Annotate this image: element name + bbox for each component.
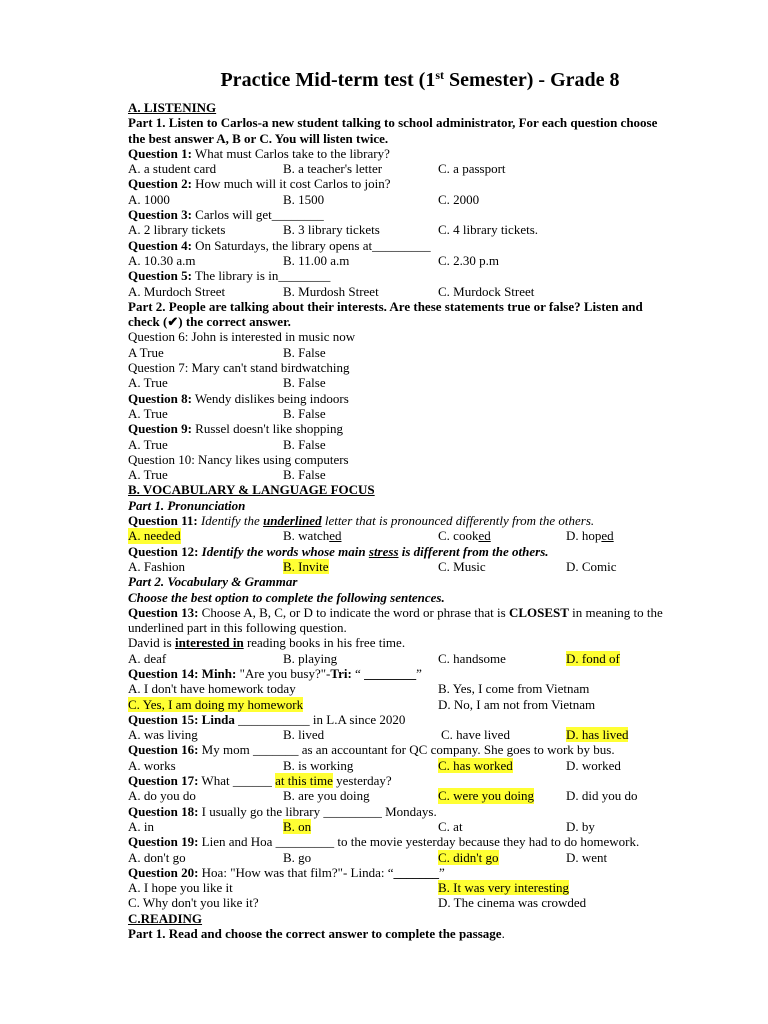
question-text: Hoa: "How was that film?"- Linda: “ [198, 864, 394, 880]
option-c: C. 4 library tickets. [438, 222, 539, 238]
question-18-options [128, 819, 728, 834]
option-c: C. Music [438, 558, 486, 574]
option-c-stem: C. cook [438, 528, 479, 544]
highlighted-phrase: at this time [275, 773, 333, 789]
question-text-end: in meaning to the [568, 604, 663, 620]
option-a: A. Murdoch Street [128, 283, 226, 299]
question-7: Question 7: Mary can't stand birdwatching [128, 360, 350, 376]
vocabulary-grammar-heading: Part 2. Vocabulary & Grammar [128, 574, 298, 590]
question-20 [128, 865, 728, 880]
question-label: Question 12: [128, 543, 199, 559]
question-text: What ______ [198, 773, 276, 789]
question-12-options [128, 559, 728, 574]
option-b: B. 3 library tickets [283, 222, 380, 238]
sentence-underlined: interested in [174, 635, 244, 651]
option-b: B. Invite [283, 558, 329, 574]
option-d-stem: D. hop [566, 528, 602, 544]
question-text: On Saturdays, the library opens at_________ [191, 237, 431, 253]
option-b [283, 528, 342, 543]
question-label: Question 13: [128, 604, 199, 620]
option-c [438, 528, 491, 543]
option-c: C. has worked [438, 757, 513, 773]
question-4 [128, 238, 728, 253]
question-text-end: yesterday? [332, 773, 392, 789]
question-7-options [128, 375, 728, 390]
option-a-suffix: ed [168, 528, 181, 544]
question-14-options-1 [128, 681, 728, 696]
option-a: A. True [128, 405, 168, 421]
question-label: Question 19: [128, 834, 199, 850]
option-b: B. Yes, I come from Vietnam [438, 681, 590, 697]
question-5 [128, 268, 728, 283]
part1-instructions-cont: the best answer A, B or C. You will listen twice. [128, 130, 389, 146]
option-d: D. fond of [566, 650, 620, 666]
question-text: ___________ in L.A since 2020 [234, 711, 406, 727]
question-17-options [128, 788, 728, 803]
option-b: B. 11.00 a.m [283, 252, 350, 268]
option-a: A. I hope you like it [128, 880, 233, 896]
instruction-text-end: ) the correct answer. [178, 314, 291, 330]
quote-close: ” [439, 864, 445, 880]
option-a: A. deaf [128, 650, 167, 666]
question-3-options [128, 222, 728, 237]
quote-open: “ [351, 665, 365, 681]
option-b: B. False [283, 375, 326, 391]
option-a: A. don't go [128, 849, 186, 865]
question-5-options [128, 284, 728, 299]
option-b: B. lived [283, 727, 325, 743]
section-listening-heading: A. LISTENING [128, 100, 217, 115]
option-c: C. Why don't you like it? [128, 895, 259, 911]
option-b: B. are you doing [283, 788, 370, 804]
title-text-end: Semester) - Grade 8 [444, 69, 620, 91]
question-text: Identify the words whose main [198, 543, 369, 559]
part2-instructions-cont [128, 314, 728, 329]
part1-instructions: Part 1. Listen to Carlos-a new student talking to school administrator, For each question choose [128, 115, 658, 131]
option-a: A. True [128, 467, 168, 483]
pronunciation-heading: Part 1. Pronunciation [128, 497, 246, 513]
question-text: What must Carlos take to the library? [191, 145, 390, 161]
question-label: Question 2: [128, 176, 192, 192]
question-2-options [128, 192, 728, 207]
page-title [120, 68, 720, 92]
instruction-text: check ( [128, 314, 168, 330]
question-2 [128, 176, 728, 191]
option-a: A. True [128, 436, 168, 452]
option-a: A. works [128, 757, 176, 773]
option-a: A. Fashion [128, 558, 186, 574]
section-reading-heading: C.READING [128, 910, 203, 926]
option-a: A. was living [128, 727, 198, 743]
question-15 [128, 712, 728, 727]
option-d [566, 528, 614, 543]
option-d: D. did you do [566, 788, 638, 804]
option-a: A. a student card [128, 161, 217, 177]
question-label: Question 11: [128, 513, 198, 529]
question-1 [128, 146, 728, 161]
option-d: D. The cinema was crowded [438, 895, 587, 911]
checkmark-icon: ✔ [167, 314, 179, 330]
question-10: Question 10: Nancy likes using computers [128, 451, 349, 467]
option-a-stem: A. need [128, 528, 169, 544]
question-1-options [128, 161, 728, 176]
option-d: D. has lived [566, 727, 629, 743]
option-c: C. were you doing [438, 788, 535, 804]
option-c: C. didn't go [438, 849, 499, 865]
option-d: D. by [566, 818, 595, 834]
question-13 [128, 605, 728, 620]
question-label: Question 3: [128, 207, 192, 223]
question-label: Question 1: [128, 145, 192, 161]
question-11 [128, 513, 728, 528]
question-15-options [128, 727, 728, 742]
reading-part1-instructions [128, 926, 728, 941]
option-d: D. worked [566, 757, 621, 773]
option-b: B. Murdosh Street [283, 283, 379, 299]
choose-instructions: Choose the best option to complete the following sentences. [128, 589, 445, 605]
question-6: Question 6: John is interested in music now [128, 329, 356, 345]
sentence-start: David is [128, 635, 175, 651]
option-c: C. at [438, 818, 463, 834]
question-text: "Are you busy?"- [236, 665, 331, 681]
option-c: C. 2.30 p.m [438, 252, 500, 268]
title-superscript: st [435, 68, 445, 82]
question-text: Choose A, B, C, or D to indicate the word or phrase that is [198, 604, 509, 620]
question-6-options [128, 345, 728, 360]
question-14-options-2 [128, 697, 728, 712]
question-3 [128, 207, 728, 222]
option-a: A True [128, 344, 164, 360]
option-a: A. 10.30 a.m [128, 252, 196, 268]
question-8-options [128, 406, 728, 421]
question-13-cont: underlined part in this following question. [128, 620, 347, 636]
answer-blank: _______ [393, 864, 440, 880]
option-a: A. do you do [128, 788, 196, 804]
question-text-end: is different from the others. [398, 543, 549, 559]
question-label: Question 14: Minh: [128, 665, 237, 681]
question-4-options [128, 253, 728, 268]
test-page [128, 68, 728, 941]
question-9 [128, 421, 728, 436]
instruction-period: . [501, 926, 505, 942]
question-text: Carlos will get________ [191, 207, 324, 223]
quote-close: ” [416, 665, 422, 681]
question-16-options [128, 758, 728, 773]
question-label: Question 18: [128, 803, 199, 819]
option-b: B. False [283, 436, 326, 452]
question-text: Wendy dislikes being indoors [191, 390, 349, 406]
question-text: The library is in________ [191, 268, 331, 284]
question-label: Question 9: [128, 421, 192, 437]
question-text: How much will it cost Carlos to join? [191, 176, 391, 192]
option-c-suffix: ed [478, 528, 491, 544]
question-19-options [128, 850, 728, 865]
option-a [128, 528, 181, 543]
question-9-options [128, 437, 728, 452]
speaker-name: Tri: [330, 665, 352, 681]
question-label: Question 4: [128, 237, 192, 253]
question-18 [128, 804, 728, 819]
question-13-options [128, 651, 728, 666]
question-emphasis: underlined [263, 513, 322, 529]
question-emphasis: CLOSEST [508, 604, 569, 620]
question-17 [128, 773, 728, 788]
option-b: B. go [283, 849, 312, 865]
instruction-text: Part 1. Read and choose the correct answer to complete the passage [128, 926, 502, 942]
question-16 [128, 742, 728, 757]
question-10-options [128, 467, 728, 482]
option-a: A. in [128, 818, 154, 834]
question-label: Question 5: [128, 268, 192, 284]
option-c: C. 2000 [438, 191, 480, 207]
option-a: A. True [128, 375, 168, 391]
question-text: Identify the [197, 513, 264, 529]
question-11-options [128, 528, 728, 543]
question-label: Question 16: [128, 742, 199, 758]
option-b: B. 1500 [283, 191, 325, 207]
question-emphasis: stress [368, 543, 399, 559]
question-13-sentence [128, 635, 728, 650]
option-d-suffix: ed [601, 528, 614, 544]
option-b: B. False [283, 344, 326, 360]
option-c: C. handsome [438, 650, 506, 666]
option-b: B. It was very interesting [438, 880, 570, 896]
option-c: C. Yes, I am doing my homework [128, 696, 304, 712]
sentence-end: reading books in his free time. [243, 635, 406, 651]
section-vocabulary-heading: B. VOCABULARY & LANGUAGE FOCUS [128, 482, 375, 498]
question-12 [128, 544, 728, 559]
option-d: D. No, I am not from Vietnam [438, 696, 596, 712]
option-a: A. I don't have homework today [128, 681, 296, 697]
question-8 [128, 391, 728, 406]
answer-blank: ________ [364, 665, 417, 681]
option-b-stem: B. watch [283, 528, 330, 544]
option-b: B. False [283, 467, 326, 483]
question-text: I usually go the library _________ Mondays. [198, 803, 437, 819]
option-d: D. went [566, 849, 608, 865]
option-a: A. 2 library tickets [128, 222, 226, 238]
option-b: B. is working [283, 757, 354, 773]
question-text: My mom _______ as an accountant for QC company. She goes to work by bus. [198, 742, 615, 758]
question-20-options-2 [128, 895, 728, 910]
option-c: C. have lived [441, 727, 510, 743]
question-20-options-1 [128, 880, 728, 895]
option-b: B. a teacher's letter [283, 161, 383, 177]
question-label: Question 20: [128, 864, 199, 880]
option-b: B. False [283, 405, 326, 421]
option-c: C. a passport [438, 161, 506, 177]
question-label: Question 8: [128, 390, 192, 406]
question-label: Question 15: Linda [128, 711, 235, 727]
option-b-suffix: ed [329, 528, 342, 544]
option-d: D. Comic [566, 558, 617, 574]
title-text: Practice Mid-term test (1 [220, 69, 436, 91]
question-text: Russel doesn't like shopping [191, 421, 344, 437]
question-14 [128, 666, 728, 681]
question-text-end: letter that is pronounced differently from the others. [321, 513, 595, 529]
question-text: Lien and Hoa _________ to the movie yesterday because they had to do homework. [198, 834, 640, 850]
question-label: Question 17: [128, 773, 199, 789]
option-c: C. Murdock Street [438, 283, 535, 299]
part2-instructions: Part 2. People are talking about their interests. Are these statements true or false? Listen and [128, 298, 643, 314]
option-b: B. playing [283, 650, 338, 666]
option-a: A. 1000 [128, 191, 170, 207]
question-19 [128, 834, 728, 849]
option-b: B. on [283, 818, 312, 834]
